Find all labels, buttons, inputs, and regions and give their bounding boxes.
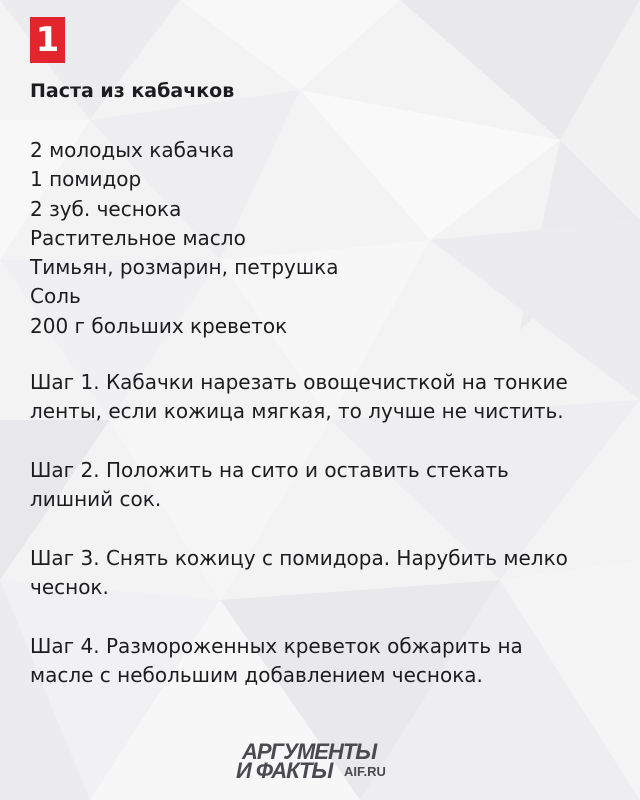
recipe-title: Паста из кабачков bbox=[30, 80, 235, 102]
ingredient-item: 2 молодых кабачка bbox=[30, 138, 235, 162]
logo-site: AIF.RU bbox=[344, 764, 386, 779]
step-number-badge: 1 bbox=[30, 17, 65, 63]
aif-logo bbox=[232, 741, 412, 785]
ingredient-item: Тимьян, розмарин, петрушка bbox=[30, 255, 339, 280]
ingredient-item: 2 зуб. чеснока bbox=[30, 196, 182, 221]
step-text: Шаг 1. Кабачки нарезать овощечисткой на тонкие ленты, если кожица мягкая, то лучше не чистить. bbox=[30, 370, 568, 424]
logo-line-2: И ФАКТЫ bbox=[236, 758, 333, 783]
step-text: Шаг 3. Снять кожицу с помидора. Нарубить мелко чеснок. bbox=[30, 545, 568, 600]
step-text: Шаг 2. Положить на сито и оставить стекать лишний сок. bbox=[30, 457, 509, 512]
logo-line-1: АРГУМЕНТЫ bbox=[242, 739, 377, 764]
ingredients-list bbox=[30, 136, 339, 341]
ingredient-item: Соль bbox=[30, 284, 81, 309]
steps-section bbox=[30, 368, 630, 720]
ingredient-item: 1 помидор bbox=[30, 167, 142, 192]
ingredient-item: 200 г больших креветок bbox=[30, 313, 288, 338]
ingredient-item: Растительное масло bbox=[30, 225, 246, 250]
step-text: Шаг 4. Размороженных креветок обжарить на масле с небольшим добавлением чеснока. bbox=[30, 633, 523, 687]
